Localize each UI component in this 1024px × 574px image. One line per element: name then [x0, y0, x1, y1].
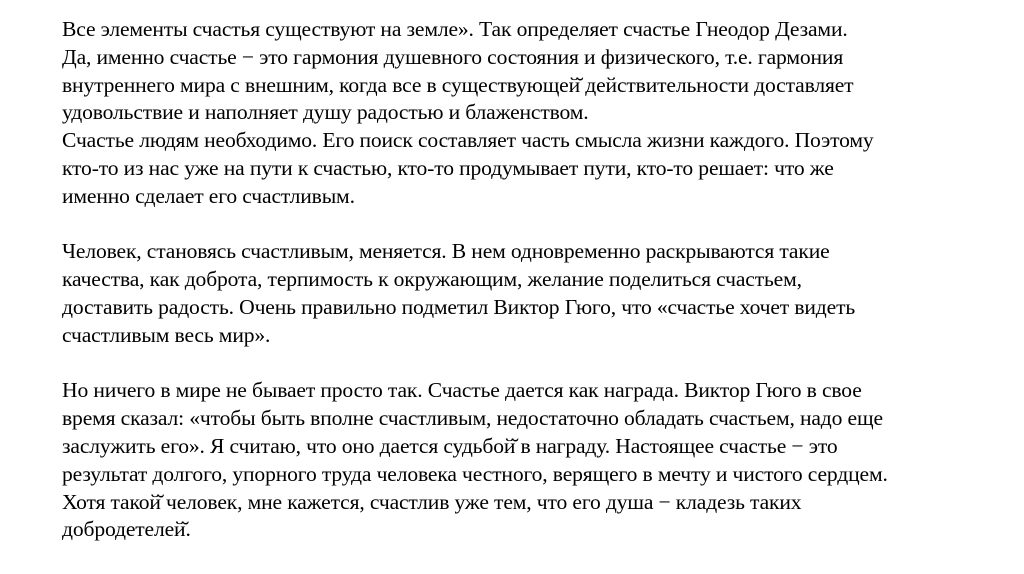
text-body — [62, 16, 1002, 544]
text-line: Человек, становясь счастливым, меняется. В нем одновременно раскрываются такие — [62, 239, 830, 264]
text-line: качества, как доброта, терпимость к окружающим, желание поделиться счастьем, — [62, 267, 802, 292]
text-line: доставить радость. Очень правильно подметил Виктор Гюго, что «счастье хочет видеть — [62, 294, 856, 319]
paragraph-2 — [62, 127, 1002, 210]
paragraph-4 — [62, 377, 1002, 544]
paragraph-1 — [62, 16, 1002, 127]
paragraph-gap — [62, 350, 1002, 378]
text-line: Счастье людям необходимо. Его поиск составляет часть смысла жизни каждого. Поэтому — [62, 128, 874, 153]
paragraph-gap — [62, 211, 1002, 239]
text-line: результат долгого, упорного труда человека честного, верящего в мечту и чистого сердцем. — [62, 461, 888, 486]
text-line: заслужить его». Я считаю, что оно дается судьбой̆ в награду. Настоящее счастье − это — [62, 433, 838, 458]
text-line: кто-то из нас уже на пути к счастью, кто-то продумывает пути, кто-то решает: что же — [62, 155, 834, 180]
text-line: счастливым весь мир». — [62, 322, 271, 347]
text-line: именно сделает его счастливым. — [62, 183, 355, 208]
text-line: Хотя такой̆ человек, мне кажется, счастлив уже тем, что его душа − кладезь таких — [62, 489, 802, 514]
text-line: удовольствие и наполняет душу радостью и блаженством. — [62, 100, 589, 125]
text-line: внутреннего мира с внешним, когда все в существующей̆ действительности доставляет — [62, 72, 854, 97]
text-line: добродетелей̆. — [62, 517, 191, 542]
text-line: Да, именно счастье − это гармония душевного состояния и физического, т.е. гармония — [62, 44, 844, 69]
paragraph-3 — [62, 238, 1002, 349]
text-line: Но ничего в мире не бывает просто так. Счастье дается как награда. Виктор Гюго в свое — [62, 378, 862, 403]
text-line: время сказал: «чтобы быть вполне счастливым, недостаточно обладать счастьем, надо еще — [62, 406, 883, 431]
text-line: Все элементы счастья существуют на земле». Так определяет счастье Гнеодор Дезами. — [62, 17, 848, 41]
